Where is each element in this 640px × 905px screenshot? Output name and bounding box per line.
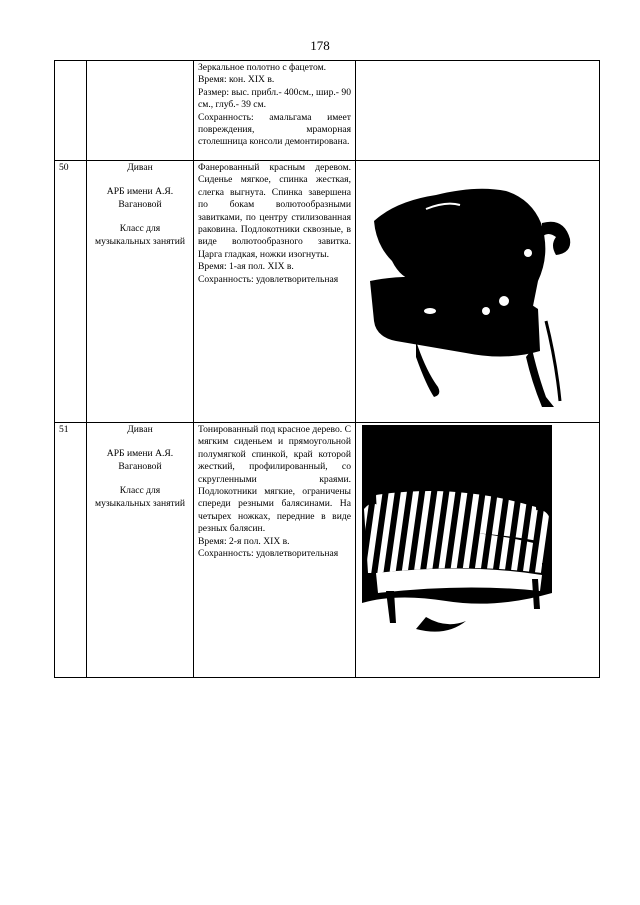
item-room: Класс для музыкальных занятий <box>95 223 185 247</box>
sofa-leg-left <box>416 341 439 397</box>
sofa-leg-right <box>526 349 554 407</box>
row-description <box>194 423 356 678</box>
description-text: Фанерованный красным деревом. Сиденье мягкое, спинка жесткая, слегка выгнута. Спинка завершена по бокам волютообразными завитками, по центру стилизованная раковина. Подлокотники сквозные, в виде волютообразного завитка. Царга гладкая, ножки изогнуты. <box>198 162 351 260</box>
description-period: Время: 2-я пол. XIX в. <box>198 535 290 547</box>
row-name-cell <box>87 61 194 161</box>
sofa-striped-photo <box>356 423 599 676</box>
description-condition: Сохранность: удовлетворительная <box>198 273 339 285</box>
page-number: 178 <box>310 38 330 53</box>
description-period: Время: 1-ая пол. XIX в. <box>198 261 294 273</box>
row-name-cell <box>87 423 194 678</box>
row-photo-cell <box>356 61 600 161</box>
item-room: Класс для музыкальных занятий <box>95 485 185 509</box>
sofa-carved-photo <box>356 161 599 421</box>
table-row <box>55 61 600 161</box>
item-owner: АРБ имени А.Я. Вагановой <box>106 186 174 210</box>
catalog-table <box>54 60 600 678</box>
table-row <box>55 423 600 678</box>
description-size: Размер: выс. прибл.- 400см., шир.- 90 см., глуб.- 39 см. <box>198 86 351 111</box>
row-number: 50 <box>55 161 87 423</box>
row-photo-cell <box>356 423 600 678</box>
item-name: Диван <box>127 162 153 173</box>
item-name: Диван <box>127 424 153 435</box>
description-text: Зеркальное полотно с фацетом. <box>198 62 327 73</box>
row-number: 51 <box>55 423 87 678</box>
row-name-cell <box>87 161 194 423</box>
description-text: Тонированный под красное дерево. С мягким сиденьем и прямоугольной полумягкой спинкой, край которой жесткий, профилированный, со скругленными краями. Подлокотники мягкие, ограничены спереди резными балясинами. На четырех ножках, передние в виде резных балясин. <box>198 424 351 535</box>
description-condition: Сохранность: амальгама имеет повреждения, мраморная столешница консоли демонтирована. <box>198 111 351 148</box>
row-description <box>194 161 356 423</box>
row-number <box>55 61 87 161</box>
table-row <box>55 161 600 423</box>
item-owner: АРБ имени А.Я. Вагановой <box>106 448 174 472</box>
sofa-arm-right <box>542 222 570 255</box>
row-photo-cell <box>356 161 600 423</box>
description-period: Время: кон. XIX в. <box>198 74 275 86</box>
description-condition: Сохранность: удовлетворительная <box>198 548 339 560</box>
row-description <box>194 61 356 161</box>
